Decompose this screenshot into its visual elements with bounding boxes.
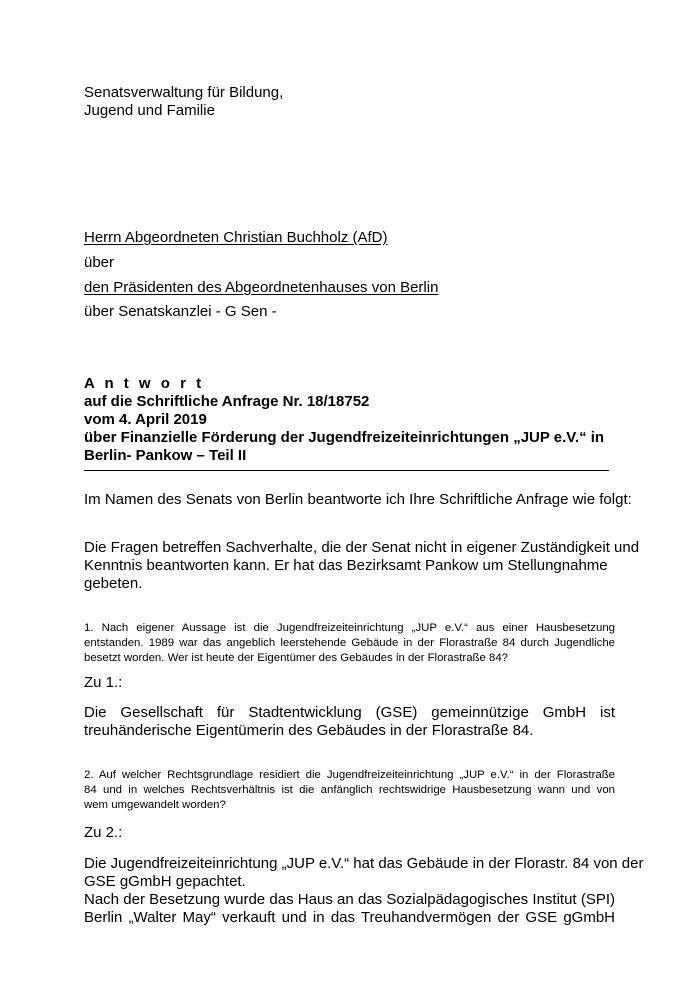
inquiry-date: vom 4. April 2019 [84, 411, 207, 428]
sender-line-1: Senatsverwaltung für Bildung, [84, 84, 284, 101]
inquiry-subject-1: über Finanzielle Förderung der Jugendfreizeiteinrichtungen „JUP e.V.“ in [84, 429, 605, 446]
preface-line: gebeten. [84, 575, 143, 592]
answer-title: A n t w o r t [84, 375, 205, 392]
inquiry-subject-2: Berlin- Pankow – Teil II [84, 447, 247, 464]
question-line: besetzt worden. Wer ist heute der Eigentümer des Gebäudes in der Florastraße 84? [84, 652, 509, 664]
answer-line: Berlin „Walter May“ verkauft und in das Treuhandvermögen der GSE gGmbH [84, 909, 615, 926]
question-line: 1. Nach eigener Aussage ist die Jugendfreizeiteinrichtung „JUP e.V.“ aus einer Hausbesetzung [84, 622, 615, 634]
intro-text: Im Namen des Senats von Berlin beantworte ich Ihre Schriftliche Anfrage wie folgt: [84, 491, 632, 508]
question-2 [84, 768, 615, 813]
answer-line: GSE gGmbH gepachtet. [84, 873, 246, 890]
answer-line: Die Jugendfreizeiteinrichtung „JUP e.V.“ hat das Gebäude in der Florastr. 84 von der [84, 855, 644, 872]
inquiry-number: auf die Schriftliche Anfrage Nr. 18/18752 [84, 393, 370, 410]
answer-heading [84, 375, 604, 465]
answer-line: Die Gesellschaft für Stadtentwicklung (GSE) gemeinnützige GmbH ist [84, 704, 615, 721]
answer-line: Nach der Besetzung wurde das Haus an das Sozialpädagogisches Institut (SPI) [84, 891, 615, 908]
via-line-1: über [84, 254, 115, 271]
heading-divider [84, 470, 609, 471]
president-line: den Präsidenten des Abgeordnetenhauses von Berlin [84, 279, 439, 296]
sender-block [84, 84, 283, 120]
question-line: 84 und in welches Rechtsverhältnis ist die anfänglich rechtswidrige Hausbesetzung wann und von [84, 784, 615, 796]
answer-line: treuhänderische Eigentümerin des Gebäudes in der Florastraße 84. [84, 722, 534, 739]
answer-1-label: Zu 1.: [84, 674, 123, 691]
preface-paragraph [84, 539, 639, 593]
recipient: Herrn Abgeordneten Christian Buchholz (AfD) [84, 229, 388, 246]
answer-2 [84, 855, 644, 927]
question-line: 2. Auf welcher Rechtsgrundlage residiert die Jugendfreizeiteinrichtung „JUP e.V.“ in der Florastraße [84, 769, 615, 781]
answer-2-label: Zu 2.: [84, 824, 123, 841]
preface-line: Kenntnis beantworten kann. Er hat das Bezirksamt Pankow um Stellungnahme [84, 557, 608, 574]
answer-1 [84, 704, 615, 740]
question-line: entstanden. 1989 war das angeblich leerstehende Gebäude in der Florastraße 84 durch Jugendliche [84, 637, 615, 649]
sender-line-2: Jugend und Familie [84, 102, 215, 119]
question-line: wem umgewandelt worden? [84, 799, 226, 811]
question-1 [84, 621, 615, 666]
via-line-2: über Senatskanzlei - G Sen - [84, 303, 277, 320]
preface-line: Die Fragen betreffen Sachverhalte, die der Senat nicht in eigener Zuständigkeit und [84, 539, 640, 556]
